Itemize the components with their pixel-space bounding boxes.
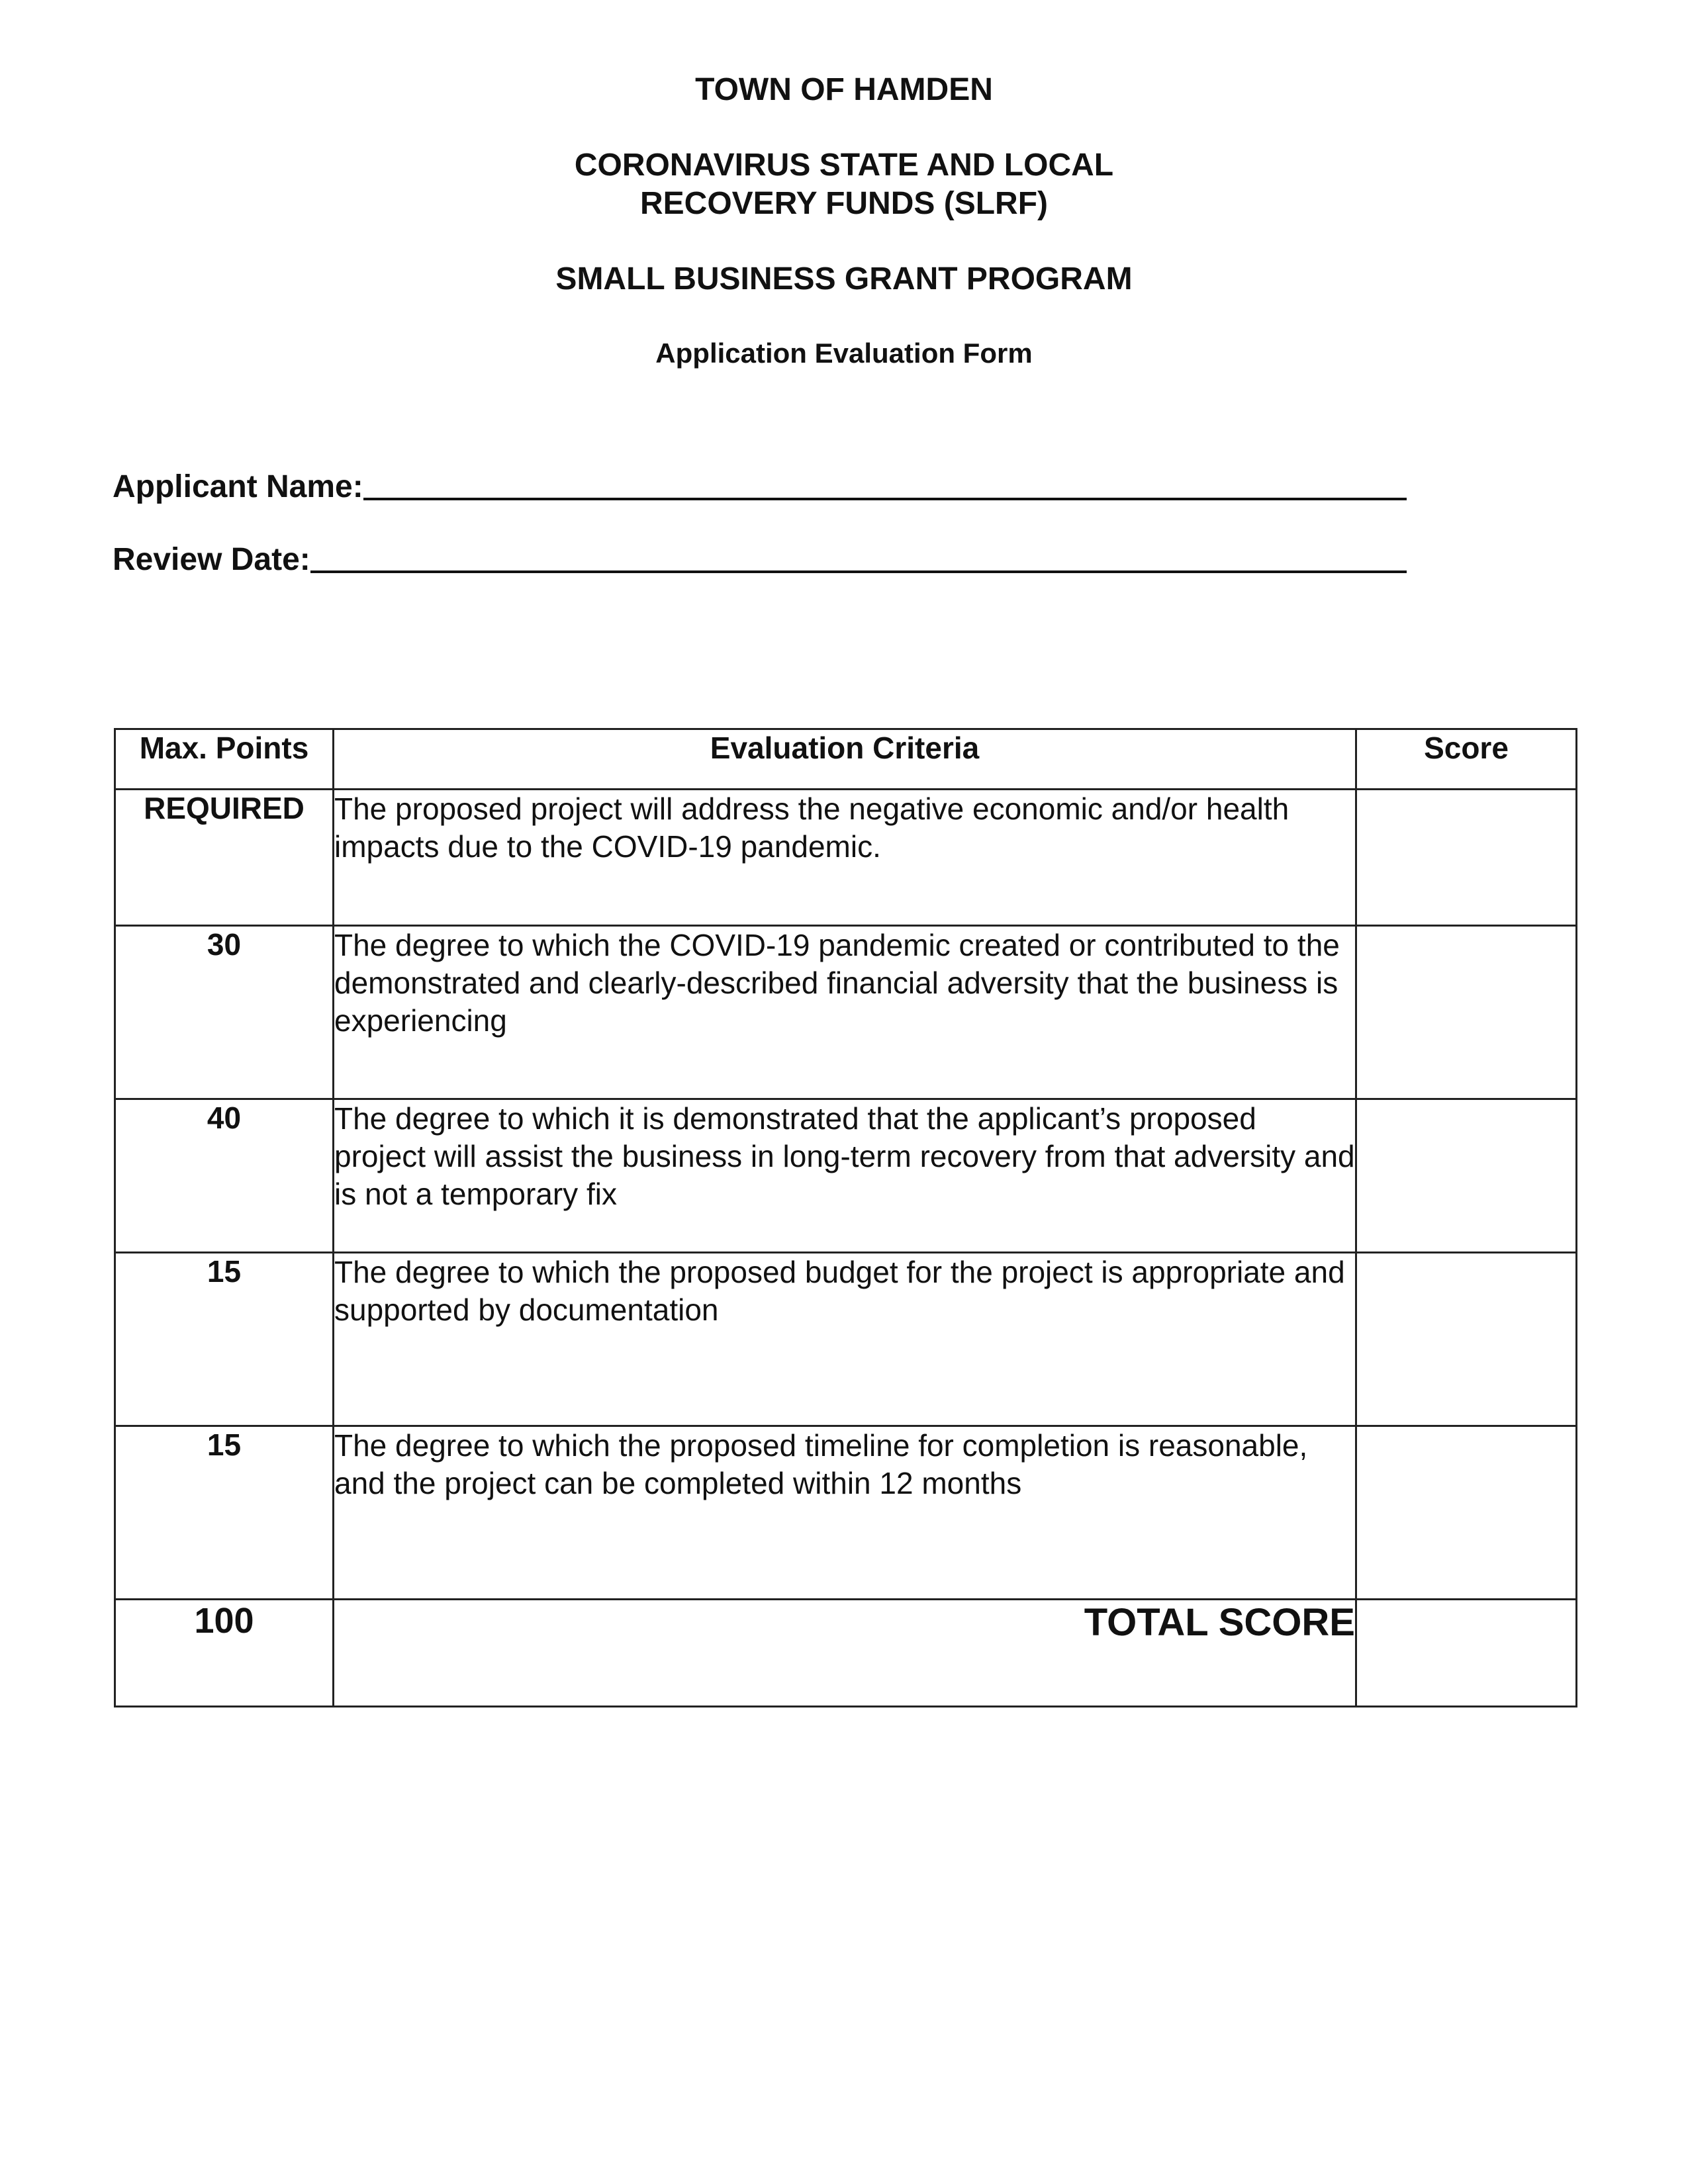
evaluation-table	[114, 728, 1577, 1707]
applicant-name-blank[interactable]	[363, 498, 1407, 500]
review-date-row	[113, 536, 1407, 576]
table-row	[115, 1099, 1577, 1253]
max-points-cell: REQUIRED	[115, 790, 334, 926]
criteria-cell: The degree to which the proposed budget for the project is appropriate and supported by documentation	[334, 1253, 1356, 1426]
criteria-cell: The proposed project will address the negative economic and/or health impacts due to the COVID-19 pandemic.	[334, 790, 1356, 926]
applicant-name-row	[113, 463, 1407, 503]
review-date-label: Review Date:	[113, 542, 310, 577]
fund-title-line-2: RECOVERY FUNDS (SLRF)	[639, 186, 1049, 221]
total-score-label: TOTAL SCORE	[334, 1600, 1356, 1707]
score-cell[interactable]	[1356, 1253, 1577, 1426]
header-evaluation-criteria: Evaluation Criteria	[334, 729, 1356, 790]
max-points-cell: 30	[115, 926, 334, 1099]
review-date-blank[interactable]	[310, 570, 1407, 573]
fund-title-line-1: CORONAVIRUS STATE AND LOCAL	[574, 148, 1114, 183]
score-cell[interactable]	[1356, 1099, 1577, 1253]
total-row	[115, 1600, 1577, 1707]
score-cell[interactable]	[1356, 790, 1577, 926]
total-max-points: 100	[115, 1600, 334, 1707]
table-row	[115, 1426, 1577, 1600]
table-row	[115, 790, 1577, 926]
program-title: SMALL BUSINESS GRANT PROGRAM	[555, 261, 1133, 296]
table-row	[115, 926, 1577, 1099]
table-row	[115, 1253, 1577, 1426]
criteria-cell: The degree to which the proposed timeline for completion is reasonable, and the project can be completed within 12 months	[334, 1426, 1356, 1600]
town-title: TOWN OF HAMDEN	[695, 72, 993, 107]
total-score-cell[interactable]	[1356, 1600, 1577, 1707]
header-max-points: Max. Points	[115, 729, 334, 790]
applicant-name-label: Applicant Name:	[113, 469, 363, 504]
criteria-cell: The degree to which it is demonstrated that the applicant’s proposed project will assist the business in long-term recovery from that adversity and is not a temporary fix	[334, 1099, 1356, 1253]
max-points-cell: 40	[115, 1099, 334, 1253]
score-cell[interactable]	[1356, 926, 1577, 1099]
max-points-cell: 15	[115, 1426, 334, 1600]
criteria-cell: The degree to which the COVID-19 pandemic created or contributed to the demonstrated and clearly-described financial adversity that the business is experiencing	[334, 926, 1356, 1099]
table-header-row	[115, 729, 1577, 790]
score-cell[interactable]	[1356, 1426, 1577, 1600]
header-score: Score	[1356, 729, 1577, 790]
max-points-cell: 15	[115, 1253, 334, 1426]
form-title: Application Evaluation Form	[655, 338, 1033, 369]
